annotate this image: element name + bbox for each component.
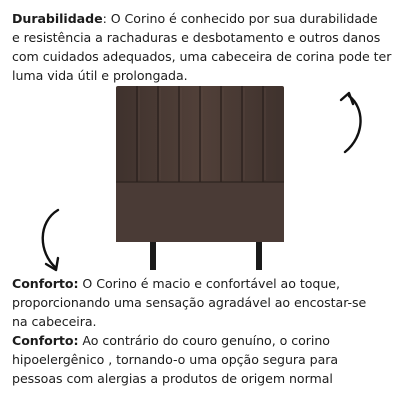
headboard-image [116, 86, 284, 272]
comfort-heading: Conforto: [12, 276, 79, 291]
hypoallergenic-line-3: pessoas com alergias a produtos de origem normal [12, 371, 333, 386]
hypoallergenic-line-1: Ao contrário do couro genuíno, o corino [78, 333, 330, 348]
durability-line-2: e resistência a rachaduras e desbotamento e outros danos [12, 30, 381, 45]
curved-arrow-down-icon [36, 206, 70, 278]
durability-line-1: : O Corino é conhecido por sua durabilidade [102, 11, 378, 26]
headboard-base-band [116, 182, 284, 242]
durability-line-4: luma vida útil e prolongada. [12, 68, 188, 83]
headboard-leg-left [150, 242, 156, 270]
curved-arrow-up-icon [335, 88, 369, 158]
comfort-line-2: proporcionando uma sensação agradável ao encostar-se [12, 295, 367, 310]
durability-line-3: com cuidados adequados, uma cabeceira de corina pode ter [12, 49, 392, 64]
durability-heading: Durabilidade [12, 11, 103, 26]
headboard-leg-right [256, 242, 262, 270]
hypoallergenic-line-2: hipoelergênico , tornando-o uma opção segura para [12, 352, 339, 367]
comfort-line-1: O Corino é macio e confortável ao toque, [78, 276, 340, 291]
durability-paragraph [12, 9, 391, 85]
comfort-paragraph [12, 274, 366, 331]
hypoallergenic-paragraph [12, 331, 338, 388]
comfort-line-3: na cabeceira. [12, 314, 97, 329]
hypoallergenic-heading: Conforto: [12, 333, 79, 348]
